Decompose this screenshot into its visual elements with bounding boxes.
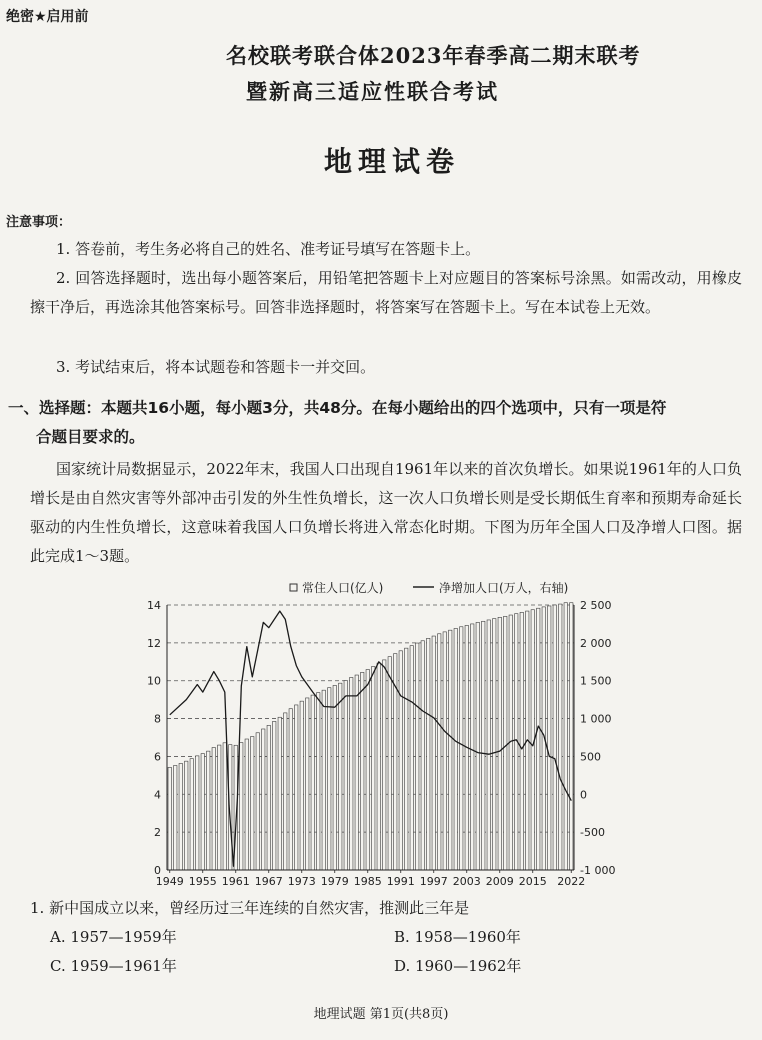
y-right-tick-label: 2 000 [580,636,612,650]
population-bar [218,745,221,870]
note-item-3: 3. 考试结束后，将本试题卷和答题卡一并交回。 [56,358,376,376]
q1-option-c: C. 1959—1961年 [50,957,177,975]
population-bar [471,624,474,870]
y-left-tick-label: 12 [147,636,161,650]
population-bar [174,766,177,870]
x-tick-label: 2015 [518,875,547,888]
x-tick-label: 1973 [287,875,316,888]
x-tick-label: 2022 [557,875,586,888]
population-bar [223,743,226,870]
exam-title-line1: 名校联考联合体2023年春季高二期末联考 [226,43,641,68]
population-bar [487,620,490,870]
population-bar [443,632,446,870]
y-right-tick-label: 2 500 [580,599,612,612]
population-bar [482,621,485,870]
population-bar [196,756,199,870]
population-bar [427,638,430,870]
note-item-1: 1. 答卷前，考生务必将自己的姓名、准考证号填写在答题卡上。 [56,240,481,258]
population-bar [553,605,556,870]
population-bar [311,695,314,870]
population-bar [564,603,567,870]
population-bar [168,767,171,870]
x-tick-label: 1997 [419,875,448,888]
population-bar [399,651,402,870]
population-bar [245,739,248,870]
population-bar [355,675,358,870]
section-heading [8,394,744,452]
x-tick-label: 1991 [386,875,415,888]
population-bar [278,717,281,870]
population-bar [460,627,463,870]
population-bar [262,729,265,870]
q1-option-d: D. 1960—1962年 [394,957,522,975]
population-bar [207,751,210,870]
y-left-tick-label: 4 [154,788,161,802]
y-left-tick-label: 2 [154,826,161,840]
population-bar [520,612,523,870]
population-bar [454,628,457,870]
population-bar [498,617,501,870]
population-bar [289,709,292,870]
population-bar [295,705,298,870]
y-right-tick-label: -500 [580,826,605,840]
population-bar [438,634,441,870]
question-1-stem: 1. 新中国成立以来，曾经历过三年连续的自然灾害，推测此三年是 [30,899,470,917]
population-bar [537,608,540,870]
y-left-tick-label: 10 [147,674,161,688]
population-bar [493,619,496,870]
population-bar [350,677,353,870]
population-bar [432,636,435,870]
y-right-tick-label: 1 000 [580,712,612,726]
population-bar [570,603,573,870]
population-bar [559,604,562,870]
population-bar [344,681,347,870]
q1-option-a: A. 1957—1959年 [50,928,177,946]
legend-bar-label: 常住人口(亿人) [302,581,384,595]
section-heading-line1: 一、选择题：本题共16小题，每小题3分，共48分。在每小题给出的四个选项中，只有一项是符 [8,399,667,417]
legend-line-label: 净增加人口(万人，右轴) [439,581,569,595]
x-tick-label: 1961 [221,875,250,888]
population-bar [361,672,364,870]
population-bar [306,698,309,870]
population-bar [449,630,452,870]
population-bar [377,663,380,870]
y-left-tick-label: 14 [147,599,161,612]
population-bar [476,622,479,870]
population-bar [410,646,413,870]
population-bar [416,643,419,870]
population-bar [372,667,375,870]
population-bar [317,693,320,870]
population-bar [300,701,303,870]
population-bar [179,763,182,870]
population-bar [504,616,507,870]
y-right-tick-label: -1 000 [580,864,616,877]
section-heading-line2: 合题目要求的。 [36,428,145,446]
population-bar [405,648,408,870]
notes-heading: 注意事项： [6,215,72,230]
x-tick-label: 1979 [320,875,349,888]
y-right-tick-label: 500 [580,750,601,764]
y-right-tick-label: 0 [580,788,587,802]
population-chart [118,576,628,890]
x-tick-label: 1967 [254,875,283,888]
population-bar [284,713,287,870]
q1-option-b: B. 1958—1960年 [394,928,521,946]
population-bar [388,657,391,870]
exam-title-line2: 暨新高三适应性联合考试 [246,79,499,104]
population-bar [383,660,386,870]
population-bar [256,733,259,870]
x-tick-label: 2009 [485,875,514,888]
population-bar [240,743,243,870]
population-bar [421,641,424,870]
passage-text: 国家统计局数据显示，2022年末，我国人口出现自1961年以来的首次负增长。如果说1961年的人口负增长是由自然灾害等外部冲击引发的外生性负增长，这一次人口负增长则是受长期低生育率和预期寿命延长驱动的内生性负增长，这意味着我国人口负增长将进入常态化时期。下图为历年全国人口及净增人口图。据此完成1～3题。 [30,460,742,565]
x-tick-label: 1949 [155,875,184,888]
population-bar [328,688,331,870]
population-bar [366,670,369,870]
population-bar [251,737,254,870]
x-tick-label: 2003 [452,875,481,888]
population-bar [185,761,188,870]
population-bar [322,690,325,870]
confidential-label: 绝密★启用前 [6,9,89,25]
subject-title: 地理试卷 [324,145,461,178]
population-bar [267,725,270,870]
y-left-tick-label: 0 [154,864,161,877]
legend-bar-swatch [290,584,297,591]
chart-legend [290,580,568,595]
x-tick-label: 1955 [188,875,217,888]
population-bar [548,606,551,870]
population-bar [333,685,336,870]
x-tick-label: 1985 [353,875,382,888]
population-bar [190,759,193,870]
population-bar [201,754,204,870]
population-bar [273,721,276,870]
note-item-2: 2. 回答选择题时，选出每小题答案后，用铅笔把答题卡上对应题目的答案标号涂黑。如需改动，用橡皮擦干净后，再选涂其他答案标号。回答非选择题时，将答案写在答题卡上。写在本试卷上无效。 [30,269,742,316]
y-right-tick-label: 1 500 [580,674,612,688]
population-bar [212,748,215,870]
y-left-tick-label: 8 [154,712,161,726]
population-bar [339,683,342,870]
y-left-tick-label: 6 [154,750,161,764]
page-footer: 地理试题 第1页(共8页) [313,1007,449,1022]
